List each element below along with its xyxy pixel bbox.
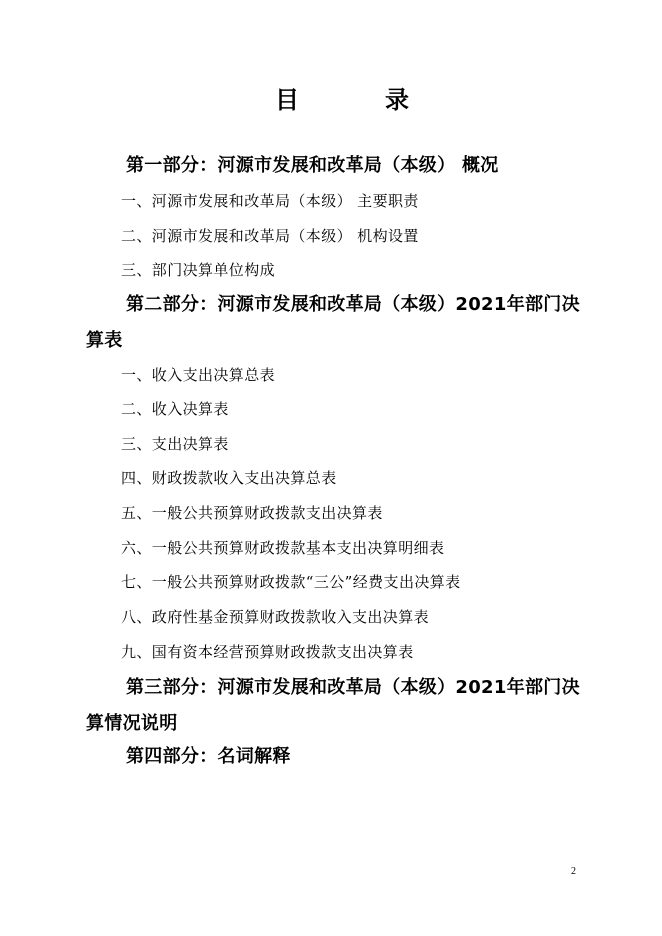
title-char-1: 目 [275,86,299,114]
page-title [0,80,662,120]
part-4-heading: 第四部分：名词解释 [126,746,291,767]
part-2-item-9: 九、国有资本经营预算财政拨款支出决算表 [121,643,414,661]
part-3-heading: 第三部分：河源市发展和改革局（本级）2021年部门决算情况说明 [86,677,580,734]
part-2-item-2: 二、收入决算表 [121,400,229,418]
part-2-item-1: 一、收入支出决算总表 [121,366,276,384]
part-2-item-6: 六、一般公共预算财政拨款基本支出决算明细表 [121,539,445,557]
part-2-item-3: 三、支出决算表 [121,435,229,453]
part-1-item-2: 二、河源市发展和改革局（本级） 机构设置 [121,227,419,245]
part-2-heading: 第二部分：河源市发展和改革局（本级）2021年部门决算表 [86,294,580,351]
part-2-item-7: 七、一般公共预算财政拨款“三公”经费支出决算表 [121,573,461,591]
part-2-item-4: 四、财政拨款收入支出决算总表 [121,469,337,487]
part-1-item-1: 一、河源市发展和改革局（本级） 主要职责 [121,192,419,210]
part-1-item-3: 三、部门决算单位构成 [121,261,276,279]
page-number: 2 [571,866,576,877]
part-2-item-5: 五、一般公共预算财政拨款支出决算表 [121,504,383,522]
part-1-heading: 第一部分：河源市发展和改革局（本级） 概况 [126,155,499,176]
title-char-2: 录 [385,86,409,114]
part-2-item-8: 八、政府性基金预算财政拨款收入支出决算表 [121,608,430,626]
